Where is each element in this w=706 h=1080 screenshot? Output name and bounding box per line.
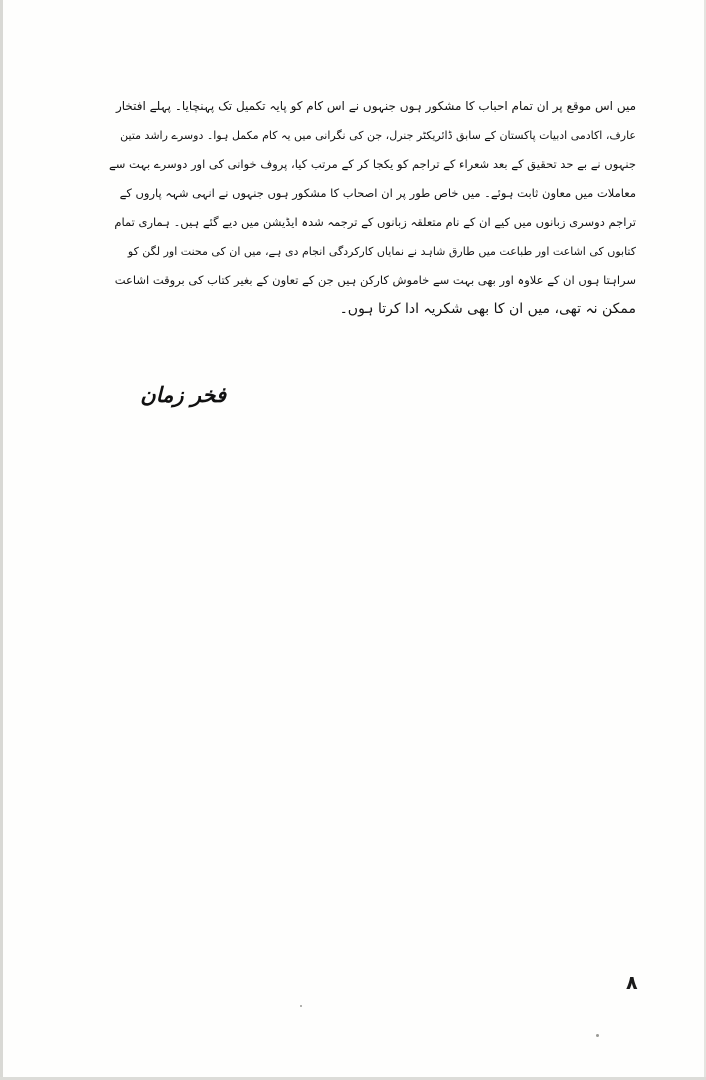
page-number: ۸ xyxy=(626,972,638,994)
paragraph-line: میں اس موقع پر ان تمام احباب کا مشکور ہوں جنہوں نے اس کام کو پایہ تکمیل تک پہنچایا۔ پہلے افتخار xyxy=(115,99,636,113)
author-signature: فخر زمان xyxy=(140,383,226,407)
acknowledgement-paragraph xyxy=(106,92,636,324)
paragraph-line: کتابوں کی اشاعت اور طباعت میں طارق شاہد نے نمایاں کارکردگی انجام دی ہے، میں ان کی محنت اور لگن کو xyxy=(127,245,636,258)
paragraph-line: سراہتا ہوں ان کے علاوہ اور بھی بہت سے خاموش کارکن ہیں جن کے تعاون کے بغیر کتاب کی بروقت اشاعت xyxy=(114,273,636,287)
paragraph-line: ممکن نہ تھی، میں ان کا بھی شکریہ ادا کرتا ہوں۔ xyxy=(339,301,636,317)
scan-speck xyxy=(596,1034,599,1037)
paragraph-line: عارف، اکادمی ادبیات پاکستان کے سابق ڈائریکٹر جنرل، جن کی نگرانی میں یہ کام مکمل ہوا۔ دوسرے راشد متین xyxy=(120,129,636,142)
page-left-edge xyxy=(0,0,3,1080)
paragraph-line: تراجم دوسری زبانوں میں کیے ان کے نام متعلقہ زبانوں کے ترجمہ شدہ ایڈیشن میں دیے گئے ہیں۔ ہماری تمام xyxy=(114,215,636,229)
paragraph-line: جنہوں نے بے حد تحقیق کے بعد شعراء کے تراجم کو یکجا کر کے مرتب کیا، پروف خوانی کی اور دوسرے بہت سے xyxy=(109,157,636,171)
scan-speck xyxy=(300,1005,302,1007)
paragraph-line: معاملات میں معاون ثابت ہوئے۔ میں خاص طور پر ان اصحاب کا مشکور ہوں جنہوں نے انہی شہہ پاروں کے xyxy=(119,186,636,200)
